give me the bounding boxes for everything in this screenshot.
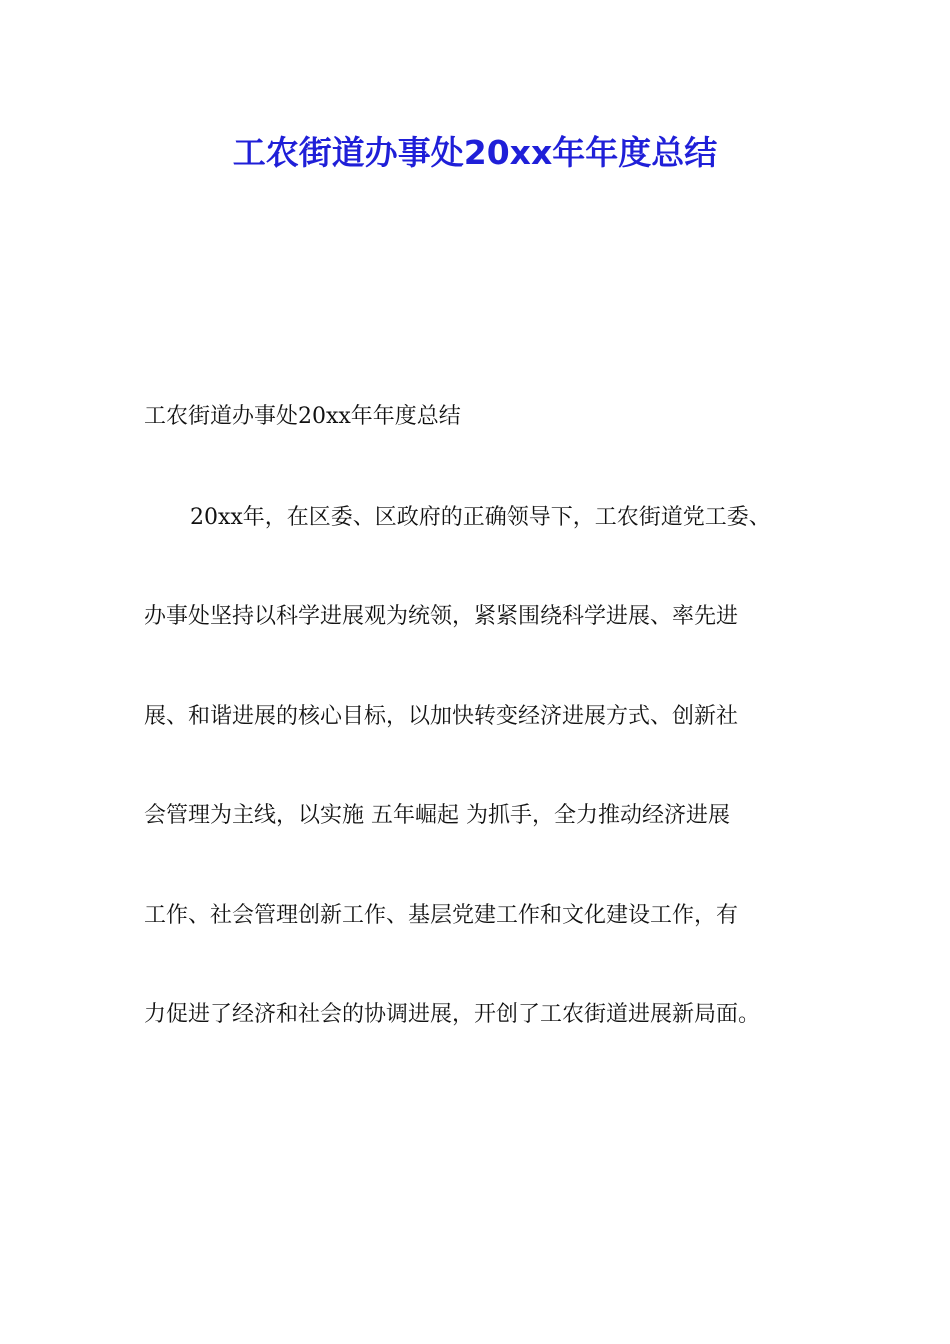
document-title: 工农街道办事处20xx年年度总结 [232,133,718,172]
paragraph-line-6: 力促进了经济和社会的协调进展，开创了工农街道进展新局面。 [144,1002,761,1027]
document-subtitle: 工农街道办事处20xx年年度总结 [144,404,461,429]
paragraph-line-1: 20xx年，在区委、区政府的正确领导下，工农街道党工委、 [190,505,771,530]
paragraph-line-2: 办事处坚持以科学进展观为统领，紧紧围绕科学进展、率先进 [144,604,739,629]
paragraph-line-4: 会管理为主线，以实施 五年崛起 为抓手，全力推动经济进展 [144,803,730,828]
paragraph-line-3: 展、和谐进展的核心目标，以加快转变经济进展方式、创新社 [144,704,739,729]
paragraph-line-5: 工作、社会管理创新工作、基层党建工作和文化建设工作，有 [144,903,739,928]
